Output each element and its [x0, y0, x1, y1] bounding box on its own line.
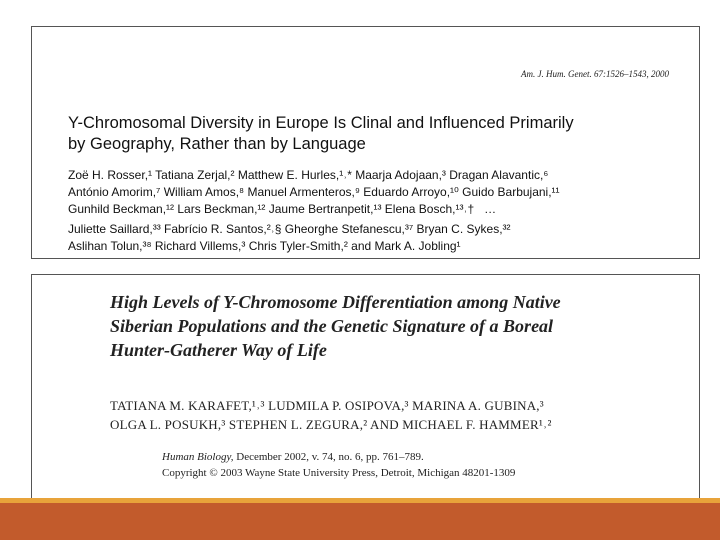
paper-1-title [68, 113, 668, 155]
paper-2-authors [110, 396, 670, 434]
paper-2-title-line-1: High Levels of Y-Chromosome Differentiation among Native [110, 292, 561, 312]
paper-2-journal-line [162, 449, 682, 465]
paper-2-title-line-3: Hunter-Gatherer Way of Life [110, 340, 327, 360]
paper-2-title-line-2: Siberian Populations and the Genetic Signature of a Boreal [110, 316, 554, 336]
footer-bar [0, 503, 720, 540]
paper-2-clipping [31, 274, 700, 509]
paper-1-clipping [31, 26, 700, 259]
paper-1-authors-line-1: Zoë H. Rosser,¹ Tatiana Zerjal,² Matthew E. Hurles,¹˒* Maarja Adojaan,³ Dragan Alavantic,⁶ [68, 168, 549, 182]
paper-1-citation: Am. J. Hum. Genet. 67:1526–1543, 2000 [521, 69, 669, 79]
paper-2-copyright: Copyright © 2003 Wayne State University Press, Detroit, Michigan 48201-1309 [162, 467, 516, 479]
paper-2-journal-name: Human Biology, [162, 451, 234, 463]
paper-1-title-line-1: Y-Chromosomal Diversity in Europe Is Clinal and Influenced Primarily [68, 114, 574, 132]
paper-1-authors-ellipsis: … [484, 202, 497, 216]
paper-1-authors-line-2: António Amorim,⁷ William Amos,⁸ Manuel Armenteros,⁹ Eduardo Arroyo,¹⁰ Guido Barbujani,¹¹ [68, 185, 560, 199]
paper-2-authors-line-1: TATIANA M. KARAFET,¹˒³ LUDMILA P. OSIPOVA,³ MARINA A. GUBINA,³ [110, 398, 544, 413]
paper-1-authors-line-4: Juliette Saillard,³³ Fabrício R. Santos,²˒§ Gheorghe Stefanescu,³⁷ Bryan C. Sykes,³² [68, 222, 511, 236]
paper-1-authors [68, 167, 683, 218]
paper-2-journal-info [162, 449, 682, 481]
paper-1-title-line-2: by Geography, Rather than by Language [68, 135, 366, 153]
paper-2-journal-details: December 2002, v. 74, no. 6, pp. 761–789. [233, 451, 424, 463]
paper-1-authors-line-5: Aslihan Tolun,³⁸ Richard Villems,³ Chris Tyler-Smith,² and Mark A. Jobling¹ [68, 239, 461, 253]
paper-1-authors-line-3 [68, 201, 683, 218]
paper-2-title [110, 290, 670, 362]
paper-1-authors-continued [68, 221, 683, 255]
paper-1-authors-line-3-text: Gunhild Beckman,¹² Lars Beckman,¹² Jaume Bertranpetit,¹³ Elena Bosch,¹³˒† [68, 202, 475, 216]
paper-2-authors-line-2: OLGA L. POSUKH,³ STEPHEN L. ZEGURA,² AND MICHAEL F. HAMMER¹˒² [110, 417, 552, 432]
